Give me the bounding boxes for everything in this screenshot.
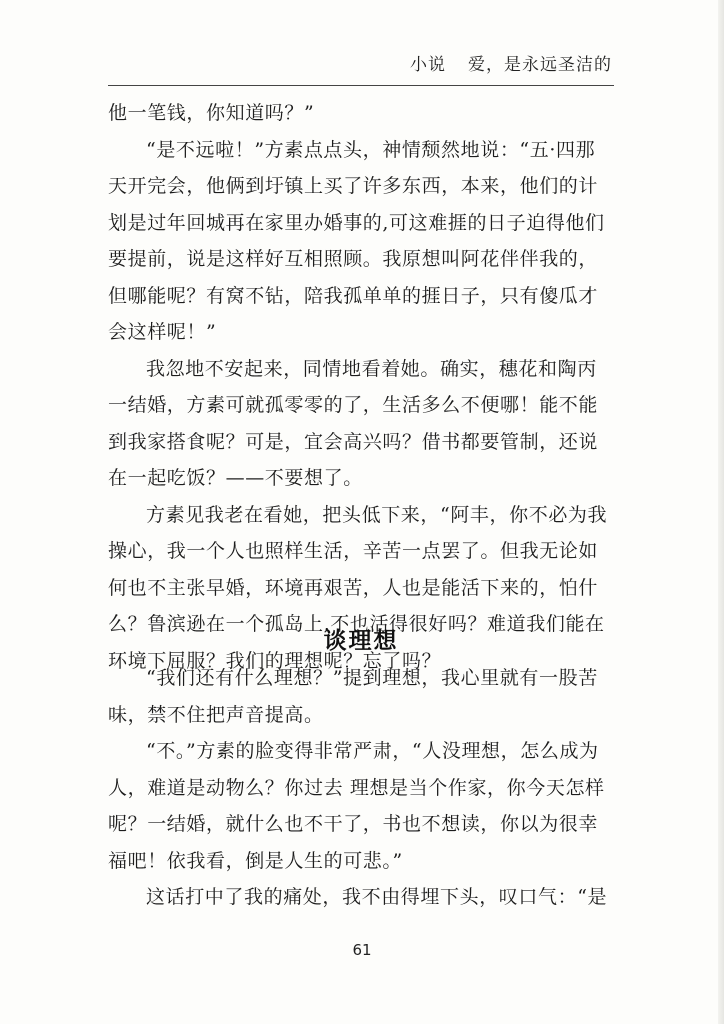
header-title: 爱，是永远圣洁的 <box>468 55 612 75</box>
section-title: 谈理想 <box>323 628 399 654</box>
header-section-label: 小说 <box>410 55 446 75</box>
page-number: 61 <box>352 941 372 959</box>
body-text-bottom <box>108 660 614 916</box>
paragraph: 这话打中了我的痛处，我不由得埋下头，叹口气：“是 <box>146 886 608 908</box>
paragraph: “不。”方素的脸变得非常严肃，“人没理想，怎么成为人，难道是动物么？你过去 理想是当个作家，你今天怎样呢？一结婚，就什么也不干了，书也不想读，你以为很幸福吧！依我看，倒是人生的可悲。” <box>108 740 605 872</box>
paragraph: 他一笔钱，你知道吗？” <box>108 102 315 124</box>
header-rule <box>108 85 614 86</box>
paragraph: 我忽地不安起来，同情地看着她。确实，穗花和陶丙一结婚，方素可就孤零零的了，生活多么不便哪！能不能到我家搭食呢？可是，宜会高兴吗？借书都要管制，还说在一起吃饭？——不要想了。 <box>108 357 599 489</box>
body-text-top <box>108 95 614 679</box>
paragraph: 方素见我老在看她，把头低下来，“阿丰，你不必为我操心，我一个人也照样生活，辛苦一点罢了。但我无论如何也不主张早婚，环境再艰苦，人也是能活下来的，怕什么？鲁滨逊在一个孤岛上,不也活得很好吗？难道我们能在环境下屈服？我们的理想呢？忘了吗？ <box>108 503 608 672</box>
page-edge <box>718 0 724 1024</box>
paragraph: “是不远啦！”方素点点头，神情颓然地说：“五·四那天开完会，他俩到圩镇上买了许多东西，本来，他们的计划是过年回城再在家里办婚事的,可这难捱的日子迫得他们要提前，说是这样好互相照顾。我原想叫阿花伴伴我的，但哪能呢？有窝不钻，陪我孤单单的捱日子，只有傻瓜才会这样呢！” <box>108 138 605 343</box>
running-header <box>410 50 612 75</box>
paragraph: “我们还有什么理想？”提到理想，我心里就有一股苦味，禁不住把声音提高。 <box>108 667 598 726</box>
